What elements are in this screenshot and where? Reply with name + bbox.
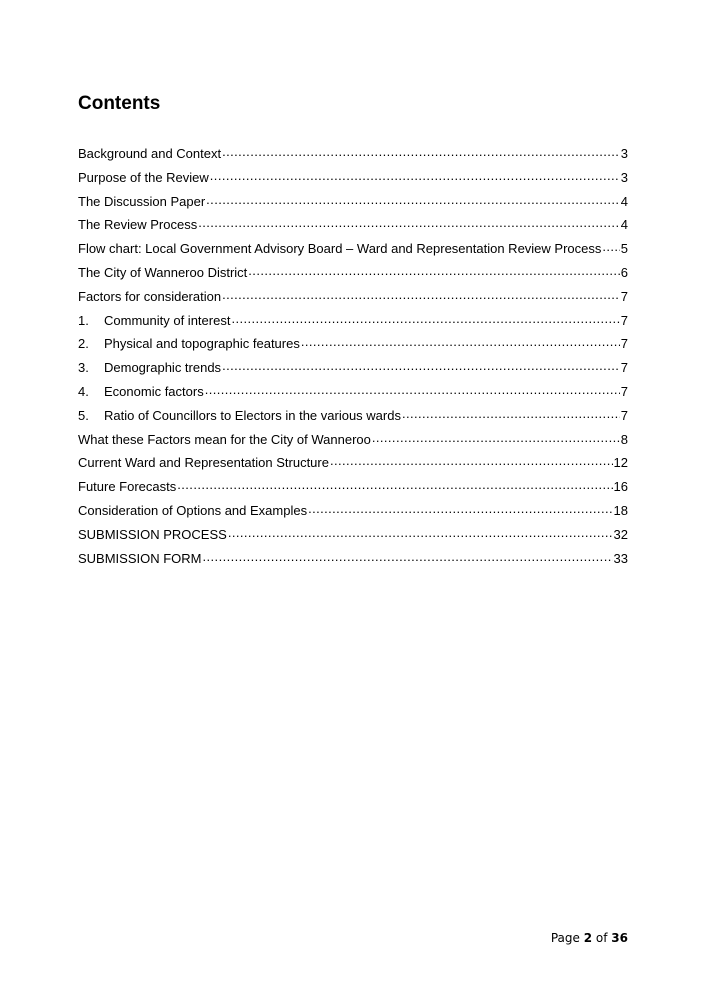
- toc-entry[interactable]: [78, 263, 628, 287]
- toc-entry-number: 2.: [78, 336, 89, 352]
- toc-entry[interactable]: [78, 453, 628, 477]
- toc-entry-page-number: 12: [613, 455, 628, 471]
- toc-entry[interactable]: [78, 358, 628, 382]
- toc-entry[interactable]: [78, 334, 628, 358]
- toc-dot-leader: [198, 216, 620, 229]
- toc-entry-page-number: 18: [613, 502, 628, 518]
- toc-entry[interactable]: [78, 501, 628, 525]
- toc-entry-title: Community of interest: [104, 312, 231, 328]
- toc-entry-title: Future Forecasts: [78, 479, 177, 495]
- toc-entry[interactable]: [78, 430, 628, 454]
- toc-entry-number: 4.: [78, 383, 89, 399]
- toc-entry-title: The Discussion Paper: [78, 193, 206, 209]
- toc-entry-page-number: 3: [620, 146, 628, 161]
- toc-entry-title: Flow chart: Local Government Advisory Board – Ward and Representation Review Process: [78, 241, 602, 257]
- toc-entry-number: 5.: [78, 407, 89, 423]
- toc-dot-leader: [301, 335, 620, 348]
- toc-entry[interactable]: [78, 239, 628, 263]
- toc-entry-page-number: 7: [620, 383, 628, 399]
- toc-entry-title: Consideration of Options and Examples: [78, 502, 308, 518]
- toc-entry-title: Ratio of Councillors to Electors in the various wards: [104, 407, 401, 423]
- toc-entry-page-number: 7: [620, 360, 628, 376]
- toc-entry-title: Physical and topographic features: [104, 336, 300, 352]
- footer-of: of: [595, 931, 608, 945]
- toc-entry-page-number: 7: [620, 336, 628, 352]
- toc-dot-leader: [205, 383, 620, 396]
- toc-entry-page-number: 7: [620, 312, 628, 328]
- toc-entry-title: Economic factors: [104, 383, 204, 399]
- toc-dot-leader: [222, 288, 620, 301]
- toc-entry[interactable]: [78, 144, 628, 168]
- toc-dot-leader: [231, 312, 619, 325]
- toc-entry-page-number: 16: [613, 479, 628, 495]
- toc-entry[interactable]: [78, 311, 628, 335]
- toc-entry-title: The City of Wanneroo District: [78, 264, 248, 280]
- toc-entry-number: 1.: [78, 312, 89, 328]
- toc-dot-leader: [206, 193, 620, 206]
- toc-entry-page-number: 6: [620, 264, 628, 280]
- toc-entry-page-number: 8: [620, 431, 628, 447]
- toc-dot-leader: [402, 407, 620, 420]
- toc-dot-leader: [203, 550, 613, 563]
- toc-entry[interactable]: [78, 477, 628, 501]
- toc-entry-page-number: 4: [620, 217, 628, 233]
- toc-entry-title: What these Factors mean for the City of Wanneroo: [78, 431, 371, 447]
- toc-entry[interactable]: [78, 549, 628, 573]
- toc-entry[interactable]: [78, 215, 628, 239]
- toc-entry[interactable]: [78, 168, 628, 192]
- toc-entry-page-number: 32: [613, 526, 628, 542]
- toc-dot-leader: [222, 359, 620, 372]
- toc-entry[interactable]: [78, 382, 628, 406]
- toc-entry[interactable]: [78, 525, 628, 549]
- toc-entry-title: The Review Process: [78, 217, 198, 233]
- toc-dot-leader: [330, 454, 613, 467]
- toc-entry-title: Demographic trends: [104, 360, 222, 376]
- toc-entry-page-number: 33: [613, 550, 628, 566]
- toc-entry-page-number: 7: [620, 288, 628, 304]
- table-of-contents: [78, 144, 628, 572]
- toc-dot-leader: [222, 145, 620, 158]
- page-number-footer: [551, 930, 628, 946]
- toc-entry-title: SUBMISSION FORM: [78, 550, 202, 566]
- toc-entry[interactable]: [78, 192, 628, 216]
- toc-dot-leader: [308, 502, 612, 515]
- toc-entry-title: SUBMISSION PROCESS: [78, 526, 227, 542]
- toc-entry-title: Factors for consideration: [78, 288, 222, 304]
- toc-dot-leader: [372, 431, 620, 444]
- footer-total-pages: 36: [611, 931, 628, 945]
- toc-entry-title: Purpose of the Review: [78, 169, 209, 185]
- footer-page-prefix: Page: [550, 931, 580, 945]
- toc-entry-page-number: 4: [620, 193, 628, 209]
- toc-entry[interactable]: [78, 406, 628, 430]
- toc-entry-title: Current Ward and Representation Structure: [78, 455, 329, 471]
- toc-entry-number: 3.: [78, 360, 89, 376]
- toc-dot-leader: [210, 169, 620, 182]
- page-title: Contents: [78, 93, 161, 114]
- toc-dot-leader: [602, 240, 619, 253]
- toc-entry-page-number: 5: [620, 241, 628, 257]
- toc-entry-page-number: 7: [620, 407, 628, 423]
- toc-dot-leader: [228, 526, 613, 539]
- toc-entry[interactable]: [78, 287, 628, 311]
- toc-entry-page-number: 3: [620, 169, 628, 185]
- footer-current-page: 2: [583, 931, 593, 945]
- toc-entry-title: Background and Context: [78, 146, 222, 161]
- toc-dot-leader: [248, 264, 619, 277]
- toc-dot-leader: [177, 478, 612, 491]
